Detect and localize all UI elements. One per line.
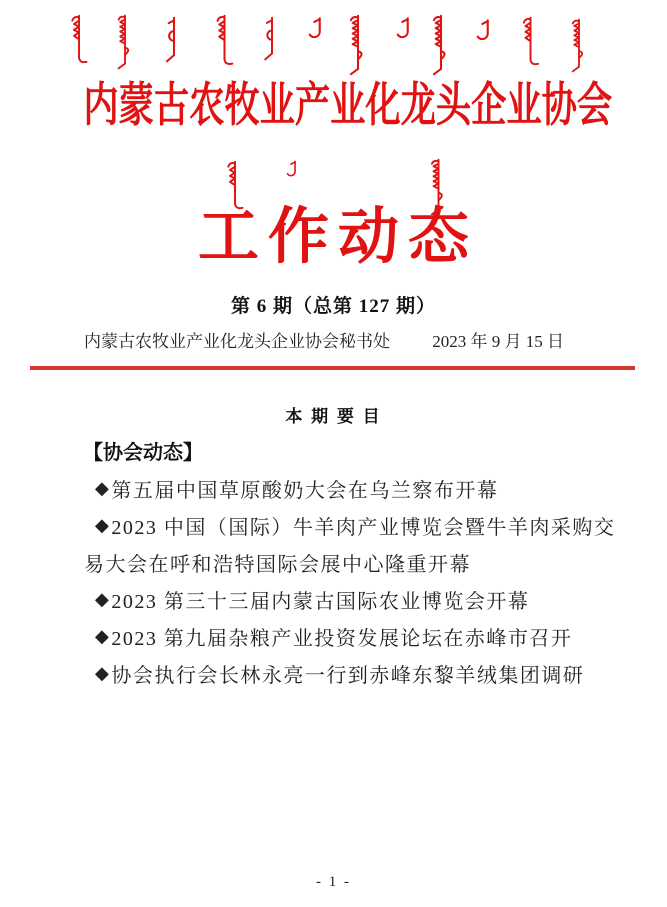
mongolian-script-top-icon	[60, 12, 610, 80]
publisher-row	[84, 327, 564, 352]
publish-date: 2023 年 9 月 15 日	[432, 332, 564, 351]
toc-item	[83, 581, 623, 618]
diamond-bullet-icon: ◆	[95, 626, 111, 646]
toc-item	[83, 507, 623, 544]
toc-item-text: 2023 中国（国际）牛羊肉产业博览会暨牛羊肉采购交	[111, 517, 616, 539]
toc-item	[83, 618, 623, 655]
diamond-bullet-icon: ◆	[95, 478, 111, 498]
page-number: - 1 -	[316, 874, 351, 890]
diamond-bullet-icon: ◆	[95, 663, 111, 683]
toc-item	[83, 470, 623, 507]
bulletin-title: 工作动态	[197, 204, 478, 271]
toc-item-text: 2023 第三十三届内蒙古国际农业博览会开幕	[111, 591, 530, 613]
diamond-bullet-icon: ◆	[95, 589, 111, 609]
toc-item-continuation	[83, 544, 623, 581]
toc-item-text: 协会执行会长林永亮一行到赤峰东黎羊绒集团调研	[111, 665, 585, 687]
toc-item	[83, 655, 623, 692]
issue-number: 第 6 期（总第 127 期）	[230, 296, 436, 317]
toc-item-text: 第五届中国草原酸奶大会在乌兰察布开幕	[111, 480, 499, 502]
toc-item-text: 2023 第九届杂粮产业投资发展论坛在赤峰市召开	[111, 628, 573, 650]
toc-item-text: 易大会在呼和浩特国际会展中心隆重开幕	[84, 554, 471, 576]
toc-list	[83, 470, 623, 692]
diamond-bullet-icon: ◆	[95, 515, 111, 535]
association-name: 内蒙古农牧业产业化龙头企业协会	[83, 80, 613, 132]
divider-rule	[30, 366, 635, 370]
publisher-name: 内蒙古农牧业产业化龙头企业协会秘书处	[84, 332, 390, 351]
toc-heading: 本 期 要 目	[285, 407, 382, 426]
section-label: 【协会动态】	[83, 442, 203, 464]
